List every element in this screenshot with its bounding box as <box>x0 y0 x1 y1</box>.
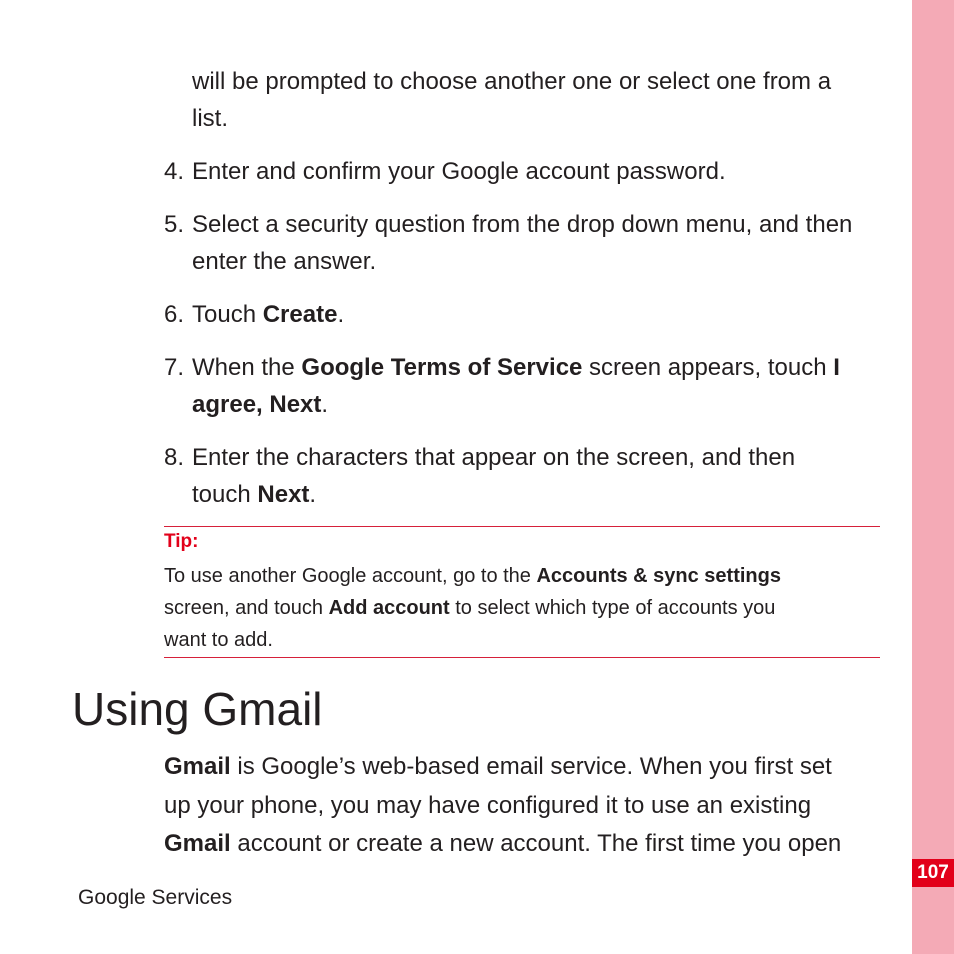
step-number: 6. <box>164 301 185 328</box>
step-text: When the <box>192 354 302 381</box>
term-gmail: Gmail <box>164 830 231 857</box>
tip-text-part: To use another Google account, go to the <box>164 565 537 587</box>
ui-term-terms-of-service: Google Terms of Service <box>301 354 583 381</box>
ui-term-create: Create <box>262 301 338 328</box>
step-text: Select a security question from the drop down menu, and then <box>192 211 853 238</box>
step-8 <box>164 439 795 513</box>
body-text: up your phone, you may have configured it to use an existing <box>164 791 812 819</box>
step-text: Enter and confirm your Google account password. <box>192 158 726 185</box>
body-text: account or create a new account. The first time you open <box>230 830 842 857</box>
step-number: 8. <box>164 444 185 471</box>
step-number: 4. <box>164 158 185 185</box>
tip-text-part: to select which type of accounts you <box>449 597 776 619</box>
section-body <box>164 748 841 864</box>
ui-term-i: I <box>833 354 840 381</box>
body-text: is Google’s web-based email service. When you first set <box>230 753 832 780</box>
step-4 <box>164 153 726 190</box>
step-7 <box>164 349 840 423</box>
step-text-line2: touch <box>192 481 258 508</box>
step-5 <box>164 206 852 280</box>
tip-text-part: want to add. <box>164 629 273 651</box>
punctuation: . <box>309 481 317 508</box>
tip-text-part: screen, and touch <box>164 597 329 619</box>
tip-label: Tip: <box>164 531 199 552</box>
punctuation: . <box>337 301 345 328</box>
step-text-line2: enter the answer. <box>192 248 377 275</box>
step-3-line2: list. <box>192 105 228 132</box>
side-color-band <box>912 0 954 954</box>
tip-top-rule <box>164 526 880 527</box>
step-number: 5. <box>164 211 185 238</box>
step-text: Touch <box>192 301 263 328</box>
step-text: screen appears, touch <box>582 354 834 381</box>
section-heading: Using Gmail <box>72 683 323 735</box>
tip-text <box>164 560 781 656</box>
footer-chapter-name: Google Services <box>78 886 233 909</box>
step-6 <box>164 296 344 333</box>
ui-term-add-account: Add account <box>328 597 450 619</box>
ui-term-agree-next: agree, Next <box>192 391 322 418</box>
term-gmail: Gmail <box>164 753 231 780</box>
step-3-continuation <box>192 63 831 137</box>
tip-bottom-rule <box>164 657 880 658</box>
punctuation: . <box>321 391 329 418</box>
step-number: 7. <box>164 354 185 381</box>
ui-term-accounts-sync: Accounts & sync settings <box>536 565 781 587</box>
step-3-line1: will be prompted to choose another one or select one from a <box>192 68 832 95</box>
step-text: Enter the characters that appear on the screen, and then <box>192 444 796 471</box>
ui-term-next: Next <box>257 481 310 508</box>
page-number: 107 <box>912 859 954 887</box>
